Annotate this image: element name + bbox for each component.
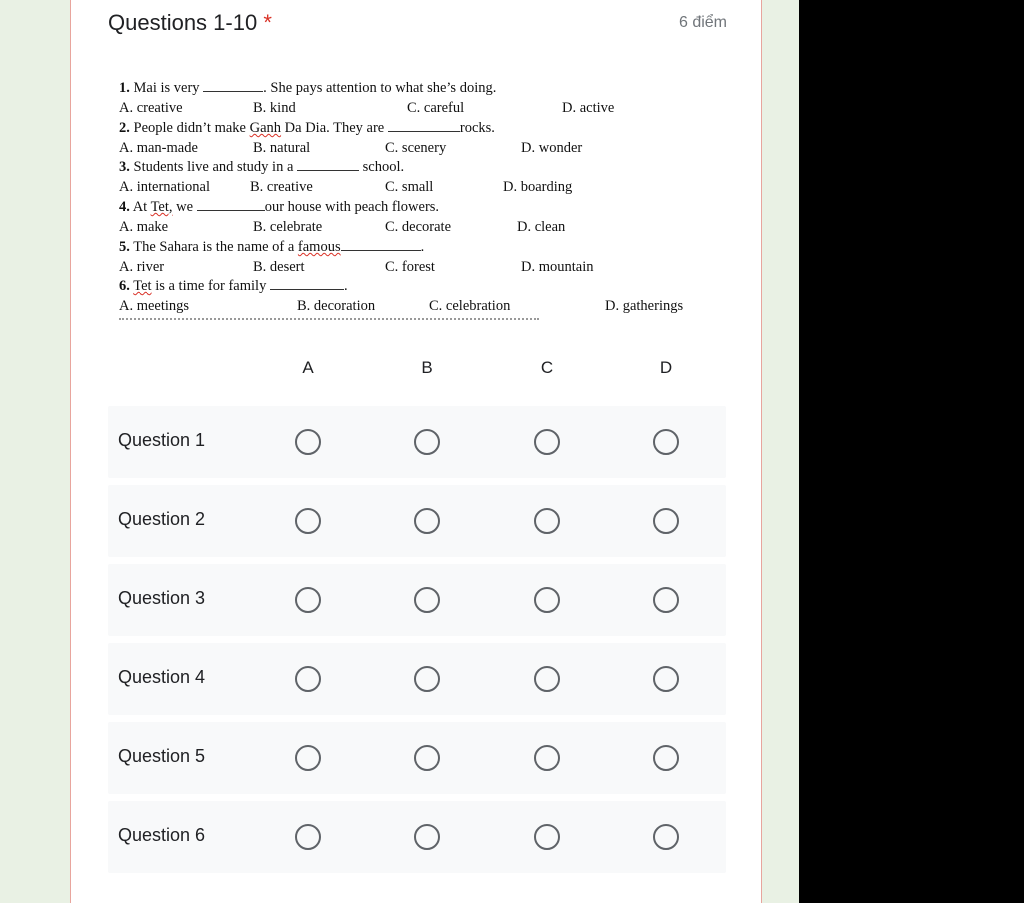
q4-option-b: B. celebrate bbox=[253, 219, 323, 235]
q3-line bbox=[119, 159, 404, 176]
q5-number: 5. bbox=[119, 239, 130, 255]
q4-underlined: Tet, bbox=[150, 199, 173, 215]
grid-row-question-6 bbox=[108, 801, 726, 873]
q4-option-d: D. clean bbox=[517, 219, 566, 235]
q6-pre: is a time for family bbox=[155, 278, 267, 294]
q5-pre: The Sahara is the name of a bbox=[133, 239, 295, 255]
radio-q2-a[interactable] bbox=[295, 508, 321, 534]
q6-number: 6. bbox=[119, 278, 130, 294]
q5-underlined: famous bbox=[297, 239, 341, 255]
q3-option-b: B. creative bbox=[250, 179, 313, 195]
q3-option-d: D. boarding bbox=[503, 179, 573, 195]
q1-number: 1. bbox=[119, 80, 130, 96]
row-label: Question 5 bbox=[118, 746, 206, 766]
radio-q2-d[interactable] bbox=[653, 508, 679, 534]
column-header-b: B bbox=[421, 358, 433, 377]
radio-q5-c[interactable] bbox=[534, 745, 560, 771]
column-header-c: C bbox=[540, 358, 554, 377]
q5-line bbox=[119, 239, 424, 256]
radio-q6-c[interactable] bbox=[534, 824, 560, 850]
row-label: Question 4 bbox=[118, 667, 206, 687]
radio-q5-b[interactable] bbox=[414, 745, 440, 771]
radio-q5-d[interactable] bbox=[653, 745, 679, 771]
radio-q4-c[interactable] bbox=[534, 666, 560, 692]
q3-post: school. bbox=[362, 159, 405, 175]
q2-underlined: Ganh bbox=[249, 120, 282, 136]
q2-blank bbox=[388, 120, 460, 132]
q2-line bbox=[119, 120, 495, 137]
q2-pre: People didn’t make bbox=[133, 120, 246, 136]
q1-line bbox=[119, 80, 496, 97]
q3-blank bbox=[297, 159, 359, 171]
radio-q1-d[interactable] bbox=[653, 429, 679, 455]
q4-mid: we bbox=[176, 199, 194, 215]
q4-option-a: A. make bbox=[119, 219, 169, 235]
grid-row-question-1 bbox=[108, 406, 726, 478]
question-title-text: Questions 1-10 bbox=[108, 10, 258, 35]
q4-number: 4. bbox=[119, 199, 130, 215]
radio-q3-c[interactable] bbox=[534, 587, 560, 613]
questions-image bbox=[119, 78, 719, 324]
q6-line bbox=[119, 278, 348, 295]
q3-option-a: A. international bbox=[119, 179, 211, 195]
q6-option-c: C. celebration bbox=[429, 298, 511, 314]
row-label: Question 6 bbox=[118, 825, 206, 845]
question-title bbox=[108, 10, 272, 36]
q3-pre: Students live and study in a bbox=[133, 159, 294, 175]
q6-blank bbox=[270, 278, 344, 290]
radio-q2-b[interactable] bbox=[414, 508, 440, 534]
q2-option-a: A. man-made bbox=[119, 140, 198, 156]
radio-q4-d[interactable] bbox=[653, 666, 679, 692]
radio-q3-d[interactable] bbox=[653, 587, 679, 613]
q3-number: 3. bbox=[119, 159, 130, 175]
radio-q3-a[interactable] bbox=[295, 587, 321, 613]
q4-line bbox=[119, 199, 439, 216]
q1-option-c: C. careful bbox=[407, 100, 465, 116]
required-asterisk: * bbox=[263, 10, 272, 35]
row-label: Question 1 bbox=[118, 430, 206, 450]
grid-row-question-3 bbox=[108, 564, 726, 636]
grid-row-question-5 bbox=[108, 722, 726, 794]
q5-option-d: D. mountain bbox=[521, 259, 594, 275]
q3-option-c: C. small bbox=[385, 179, 434, 195]
grid-row-question-4 bbox=[108, 643, 726, 715]
q2-mid: Da Dia. They are bbox=[284, 120, 385, 136]
q2-number: 2. bbox=[119, 120, 130, 136]
q4-pre: At bbox=[132, 199, 148, 215]
q2-option-b: B. natural bbox=[253, 140, 311, 156]
q1-post: . She pays attention to what she’s doing. bbox=[263, 80, 497, 96]
radio-q5-a[interactable] bbox=[295, 745, 321, 771]
radio-q3-b[interactable] bbox=[414, 587, 440, 613]
q2-post: rocks. bbox=[459, 120, 495, 136]
radio-q6-d[interactable] bbox=[653, 824, 679, 850]
q1-option-d: D. active bbox=[562, 100, 615, 116]
radio-q4-b[interactable] bbox=[414, 666, 440, 692]
cropped-text-edge bbox=[119, 318, 539, 324]
radio-q4-a[interactable] bbox=[295, 666, 321, 692]
q5-option-c: C. forest bbox=[385, 259, 435, 275]
radio-q1-c[interactable] bbox=[534, 429, 560, 455]
question-card bbox=[70, 0, 762, 903]
column-header-d: D bbox=[659, 358, 673, 377]
q6-underlined: Tet bbox=[133, 278, 152, 294]
radio-q1-b[interactable] bbox=[414, 429, 440, 455]
q5-option-b: B. desert bbox=[253, 259, 305, 275]
q4-blank bbox=[197, 199, 265, 211]
row-label: Question 2 bbox=[118, 509, 206, 529]
q2-option-c: C. scenery bbox=[385, 140, 447, 156]
grid-row-question-2 bbox=[108, 485, 726, 557]
q1-option-a: A. creative bbox=[119, 100, 183, 116]
q5-post: . bbox=[420, 239, 425, 255]
q1-blank bbox=[203, 80, 263, 92]
radio-q6-b[interactable] bbox=[414, 824, 440, 850]
radio-q1-a[interactable] bbox=[295, 429, 321, 455]
q6-option-d: D. gatherings bbox=[605, 298, 684, 314]
q6-post: . bbox=[343, 278, 348, 294]
column-header-a: A bbox=[302, 358, 314, 377]
q4-post: our house with peach flowers. bbox=[264, 199, 440, 215]
q2-option-d: D. wonder bbox=[521, 140, 583, 156]
points-label: 6 điểm bbox=[678, 14, 727, 31]
q4-option-c: C. decorate bbox=[385, 219, 452, 235]
q5-blank bbox=[341, 239, 421, 251]
q5-option-a: A. river bbox=[119, 259, 165, 275]
radio-q2-c[interactable] bbox=[534, 508, 560, 534]
q6-option-b: B. decoration bbox=[297, 298, 376, 314]
radio-q6-a[interactable] bbox=[295, 824, 321, 850]
row-label: Question 3 bbox=[118, 588, 206, 608]
q1-pre: Mai is very bbox=[133, 80, 200, 96]
q1-option-b: B. kind bbox=[253, 100, 296, 116]
q6-option-a: A. meetings bbox=[119, 298, 190, 314]
